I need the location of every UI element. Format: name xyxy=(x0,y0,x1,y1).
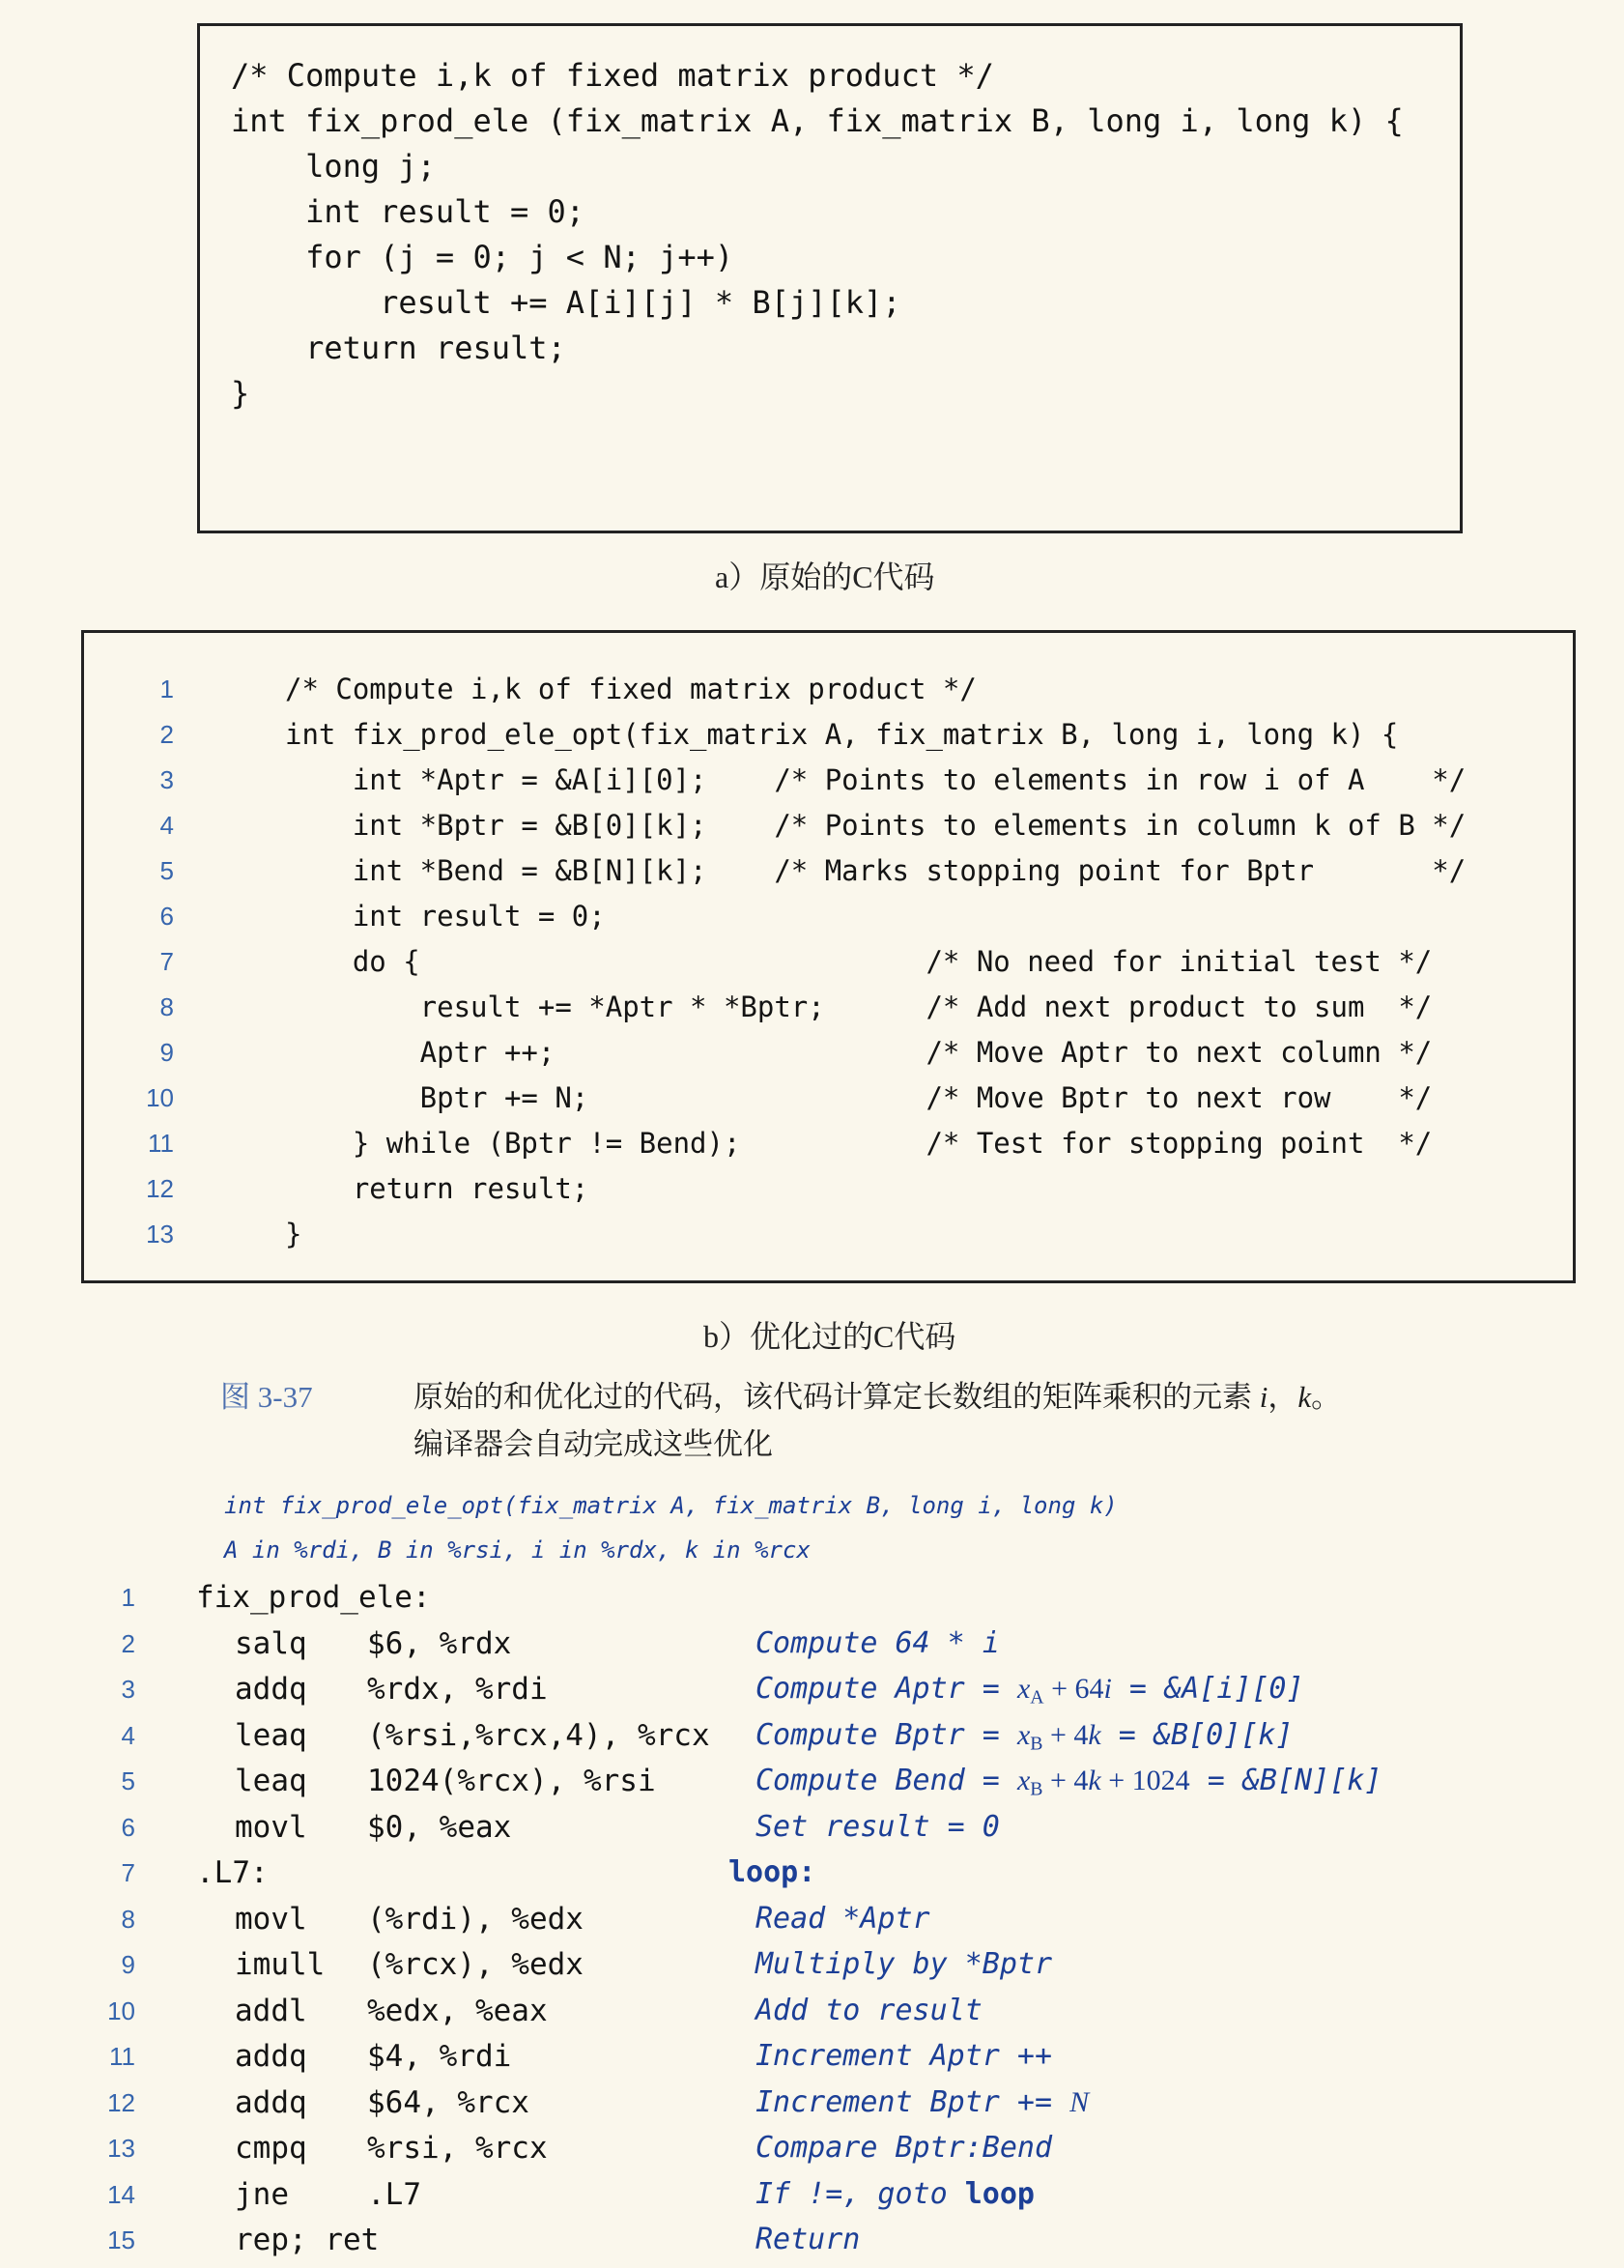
asm-comment-segment: Return xyxy=(755,2223,861,2256)
figure-caption-var-k: k xyxy=(1297,1380,1312,1414)
asm-opcode: salq xyxy=(235,1625,307,1661)
line-number: 5 xyxy=(121,1766,135,1795)
figure-caption-line1 xyxy=(413,1372,1341,1416)
line-number: 7 xyxy=(159,947,174,976)
code-text: Aptr ++; /* Move Aptr to next column */ xyxy=(285,1036,1433,1069)
code-text: int result = 0; xyxy=(285,900,606,933)
code-text: result += *Aptr * *Bptr; /* Add next product to sum */ xyxy=(285,990,1433,1023)
asm-prototype-header: int fix_prod_ele_opt(fix_matrix A, fix_matrix B, long i, long k) xyxy=(224,1492,1118,1519)
code-line xyxy=(84,1166,1573,1212)
figure-caption-comma: ， xyxy=(1268,1380,1298,1414)
asm-opcode: addq xyxy=(235,2039,307,2074)
line-number: 11 xyxy=(109,2042,135,2071)
asm-comment-segment: loop xyxy=(964,2176,1035,2211)
asm-comment-segment: Compute Bptr = xyxy=(755,1717,1017,1752)
asm-opcode: leaq xyxy=(235,1717,307,1753)
asm-comment-segment: + 64 xyxy=(1043,1673,1104,1705)
asm-operands: $4, %rdi xyxy=(367,2039,512,2074)
asm-opcode: rep; ret xyxy=(235,2223,380,2257)
asm-operands: 1024(%rcx), %rsi xyxy=(367,1764,656,1798)
asm-opcode: addq xyxy=(235,1672,307,1707)
asm-row xyxy=(0,1805,1624,1852)
asm-operands: $6, %rdx xyxy=(367,1625,512,1661)
asm-row xyxy=(0,1667,1624,1713)
line-number: 7 xyxy=(121,1858,135,1887)
asm-opcode: cmpq xyxy=(235,2131,307,2166)
asm-comment xyxy=(755,2172,1035,2217)
caption-a: a）原始的C代码 xyxy=(715,560,935,594)
asm-row xyxy=(0,2081,1624,2127)
line-number: 11 xyxy=(148,1129,174,1158)
asm-comment xyxy=(755,1942,1052,1987)
asm-label: .L7: xyxy=(196,1855,269,1890)
line-number: 13 xyxy=(146,1220,174,1249)
asm-operands: %rdx, %rdi xyxy=(367,1672,548,1707)
asm-comment-segment: Set result = 0 xyxy=(755,1809,1000,1844)
asm-comment xyxy=(755,2081,1089,2125)
line-number: 13 xyxy=(107,2134,135,2163)
asm-comment-segment: Read *Aptr xyxy=(755,1901,930,1936)
asm-row xyxy=(0,1759,1624,1805)
asm-comment-segment: = &B[N][k] xyxy=(1189,1764,1382,1797)
asm-comment-segment: loop: xyxy=(728,1855,816,1889)
asm-row xyxy=(0,1851,1624,1897)
code-text: do { /* No need for initial test */ xyxy=(285,945,1433,978)
asm-operands: %rsi, %rcx xyxy=(367,2131,548,2166)
asm-comment-segment: + 4 xyxy=(1042,1718,1089,1751)
asm-comment xyxy=(755,1805,1000,1850)
line-number: 4 xyxy=(159,811,174,840)
asm-comment-segment: A xyxy=(1030,1686,1044,1708)
asm-operands: (%rdi), %edx xyxy=(367,1901,584,1937)
line-number: 4 xyxy=(121,1720,135,1750)
asm-opcode: jne xyxy=(235,2176,289,2212)
line-number: 9 xyxy=(121,1950,135,1979)
line-number: 8 xyxy=(159,992,174,1021)
asm-register-mapping-header: A in %rdi, B in %rsi, i in %rdx, k in %rcx xyxy=(224,1536,811,1564)
asm-operands: %edx, %eax xyxy=(367,1993,548,2028)
asm-opcode: addq xyxy=(235,2084,307,2120)
asm-opcode: leaq xyxy=(235,1764,307,1798)
code-text: int fix_prod_ele_opt(fix_matrix A, fix_matrix B, long i, long k) { xyxy=(285,718,1399,751)
code-line: int result = 0; xyxy=(231,193,585,230)
line-number: 3 xyxy=(159,765,174,794)
code-line: /* Compute i,k of fixed matrix product */ xyxy=(231,57,994,94)
line-number: 15 xyxy=(107,2225,135,2254)
line-number: 12 xyxy=(146,1174,174,1203)
asm-comment-segment: B xyxy=(1030,1733,1043,1755)
asm-comment-segment: Compare Bptr:Bend xyxy=(755,2131,1053,2165)
code-line: for (j = 0; j < N; j++) xyxy=(231,239,734,275)
asm-comment xyxy=(755,2126,1052,2170)
asm-comment-segment: Increment Bptr += xyxy=(755,2084,1070,2119)
asm-comment-segment: N xyxy=(1069,2085,1090,2118)
asm-comment-segment: Compute Aptr = xyxy=(755,1672,1017,1706)
line-number: 2 xyxy=(159,720,174,749)
asm-row xyxy=(0,1989,1624,2035)
line-number: 14 xyxy=(107,2179,135,2209)
asm-label: fix_prod_ele: xyxy=(196,1580,431,1615)
code-line: return result; xyxy=(231,330,566,366)
code-text: int *Aptr = &A[i][0]; /* Points to elements in row i of A */ xyxy=(285,763,1467,796)
asm-comment-segment: Increment Aptr ++ xyxy=(755,2039,1053,2073)
code-text: int *Bptr = &B[0][k]; /* Points to elements in column k of B */ xyxy=(285,809,1467,842)
code-line xyxy=(84,758,1573,803)
asm-comment xyxy=(755,2218,860,2262)
line-number: 8 xyxy=(121,1904,135,1934)
code-text: return result; xyxy=(285,1172,589,1205)
figure-caption-text: 原始的和优化过的代码，该代码计算定长数组的矩阵乘积的元素 xyxy=(413,1380,1260,1414)
asm-comment-segment: x xyxy=(1016,1673,1031,1705)
code-text: int *Bend = &B[N][k]; /* Marks stopping point for Bptr */ xyxy=(285,854,1467,887)
asm-comment-segment: Add to result xyxy=(755,1993,983,2027)
figure-caption-period: 。 xyxy=(1311,1380,1342,1414)
asm-comment-segment: = &B[0][k] xyxy=(1100,1717,1294,1752)
code-text: } while (Bptr != Bend); /* Test for stopping point */ xyxy=(285,1127,1433,1160)
asm-comment-segment: B xyxy=(1030,1778,1043,1800)
code-line: int fix_prod_ele (fix_matrix A, fix_matrix B, long i, long k) { xyxy=(231,102,1404,139)
line-number: 6 xyxy=(159,902,174,931)
asm-row xyxy=(0,1897,1624,1943)
asm-comment xyxy=(755,2034,1052,2079)
asm-row xyxy=(0,2172,1624,2219)
asm-opcode: movl xyxy=(235,1901,307,1937)
code-text: /* Compute i,k of fixed matrix product */ xyxy=(285,673,977,705)
original-c-code-box xyxy=(197,23,1463,533)
optimized-c-code-box xyxy=(81,630,1576,1283)
asm-row xyxy=(0,2126,1624,2172)
line-number: 1 xyxy=(121,1583,135,1612)
asm-comment-segment: x xyxy=(1016,1718,1031,1751)
line-number: 2 xyxy=(121,1628,135,1658)
asm-comment xyxy=(755,1622,1000,1666)
line-number: 10 xyxy=(107,1995,135,2025)
asm-comment-segment: If !=, goto xyxy=(755,2176,965,2211)
asm-operands: (%rsi,%rcx,4), %rcx xyxy=(367,1717,710,1753)
figure-caption-line2: 编译器会自动完成这些优化 xyxy=(413,1427,773,1461)
asm-operands: .L7 xyxy=(367,2176,421,2212)
asm-comment-segment: Multiply by *Bptr xyxy=(755,1947,1053,1981)
line-number: 10 xyxy=(146,1083,174,1112)
code-text: } xyxy=(285,1218,302,1250)
asm-comment-segment: + 4 xyxy=(1042,1765,1089,1796)
asm-comment-segment: k xyxy=(1088,1765,1101,1796)
code-line: long j; xyxy=(231,148,436,185)
asm-row xyxy=(0,1622,1624,1668)
asm-row xyxy=(0,1575,1624,1622)
asm-comment-segment: x xyxy=(1016,1765,1031,1796)
asm-operands: $64, %rcx xyxy=(367,2084,529,2120)
asm-row xyxy=(0,2034,1624,2081)
code-line xyxy=(84,667,1573,712)
asm-opcode: addl xyxy=(235,1993,307,2028)
asm-comment xyxy=(755,1897,930,1941)
asm-comment-segment: i xyxy=(1103,1673,1112,1705)
line-number: 5 xyxy=(159,856,174,885)
figure-number-label: 图 3-37 xyxy=(220,1380,313,1414)
code-line: result += A[i][j] * B[j][k]; xyxy=(231,284,901,321)
asm-operands: (%rcx), %edx xyxy=(367,1947,584,1982)
asm-row xyxy=(0,1713,1624,1760)
code-line xyxy=(84,1076,1573,1121)
line-number: 9 xyxy=(159,1038,174,1067)
line-number: 3 xyxy=(121,1675,135,1704)
code-line xyxy=(84,1030,1573,1076)
caption-b: b）优化过的C代码 xyxy=(703,1319,956,1354)
asm-comment-segment: Compute 64 * i xyxy=(755,1625,1000,1660)
asm-operands: $0, %eax xyxy=(367,1809,512,1845)
line-number: 1 xyxy=(159,675,174,703)
code-line: } xyxy=(231,375,250,412)
asm-comment-segment: k xyxy=(1088,1718,1101,1751)
asm-comment xyxy=(755,1989,983,2033)
asm-row xyxy=(0,2218,1624,2264)
code-line xyxy=(84,894,1573,939)
asm-row xyxy=(0,1942,1624,1989)
asm-comment xyxy=(728,1851,815,1895)
asm-opcode: movl xyxy=(235,1809,307,1845)
code-line xyxy=(84,803,1573,848)
code-line xyxy=(84,848,1573,894)
asm-comment-segment: Compute Bend = xyxy=(755,1764,1017,1797)
asm-comment xyxy=(755,1713,1293,1766)
line-number: 12 xyxy=(107,2087,135,2117)
asm-comment-segment: + 1024 xyxy=(1100,1765,1190,1796)
line-number: 6 xyxy=(121,1812,135,1842)
figure-caption-var-i: i xyxy=(1259,1380,1268,1414)
code-line xyxy=(84,939,1573,985)
code-line xyxy=(84,985,1573,1030)
code-line xyxy=(84,1121,1573,1166)
asm-comment-segment: = &A[i][0] xyxy=(1111,1672,1304,1706)
asm-comment xyxy=(755,1759,1382,1812)
code-line xyxy=(84,1212,1573,1257)
code-line xyxy=(84,712,1573,758)
code-text: Bptr += N; /* Move Bptr to next row */ xyxy=(285,1081,1433,1114)
asm-comment xyxy=(755,1667,1304,1720)
asm-opcode: imull xyxy=(235,1947,326,1982)
